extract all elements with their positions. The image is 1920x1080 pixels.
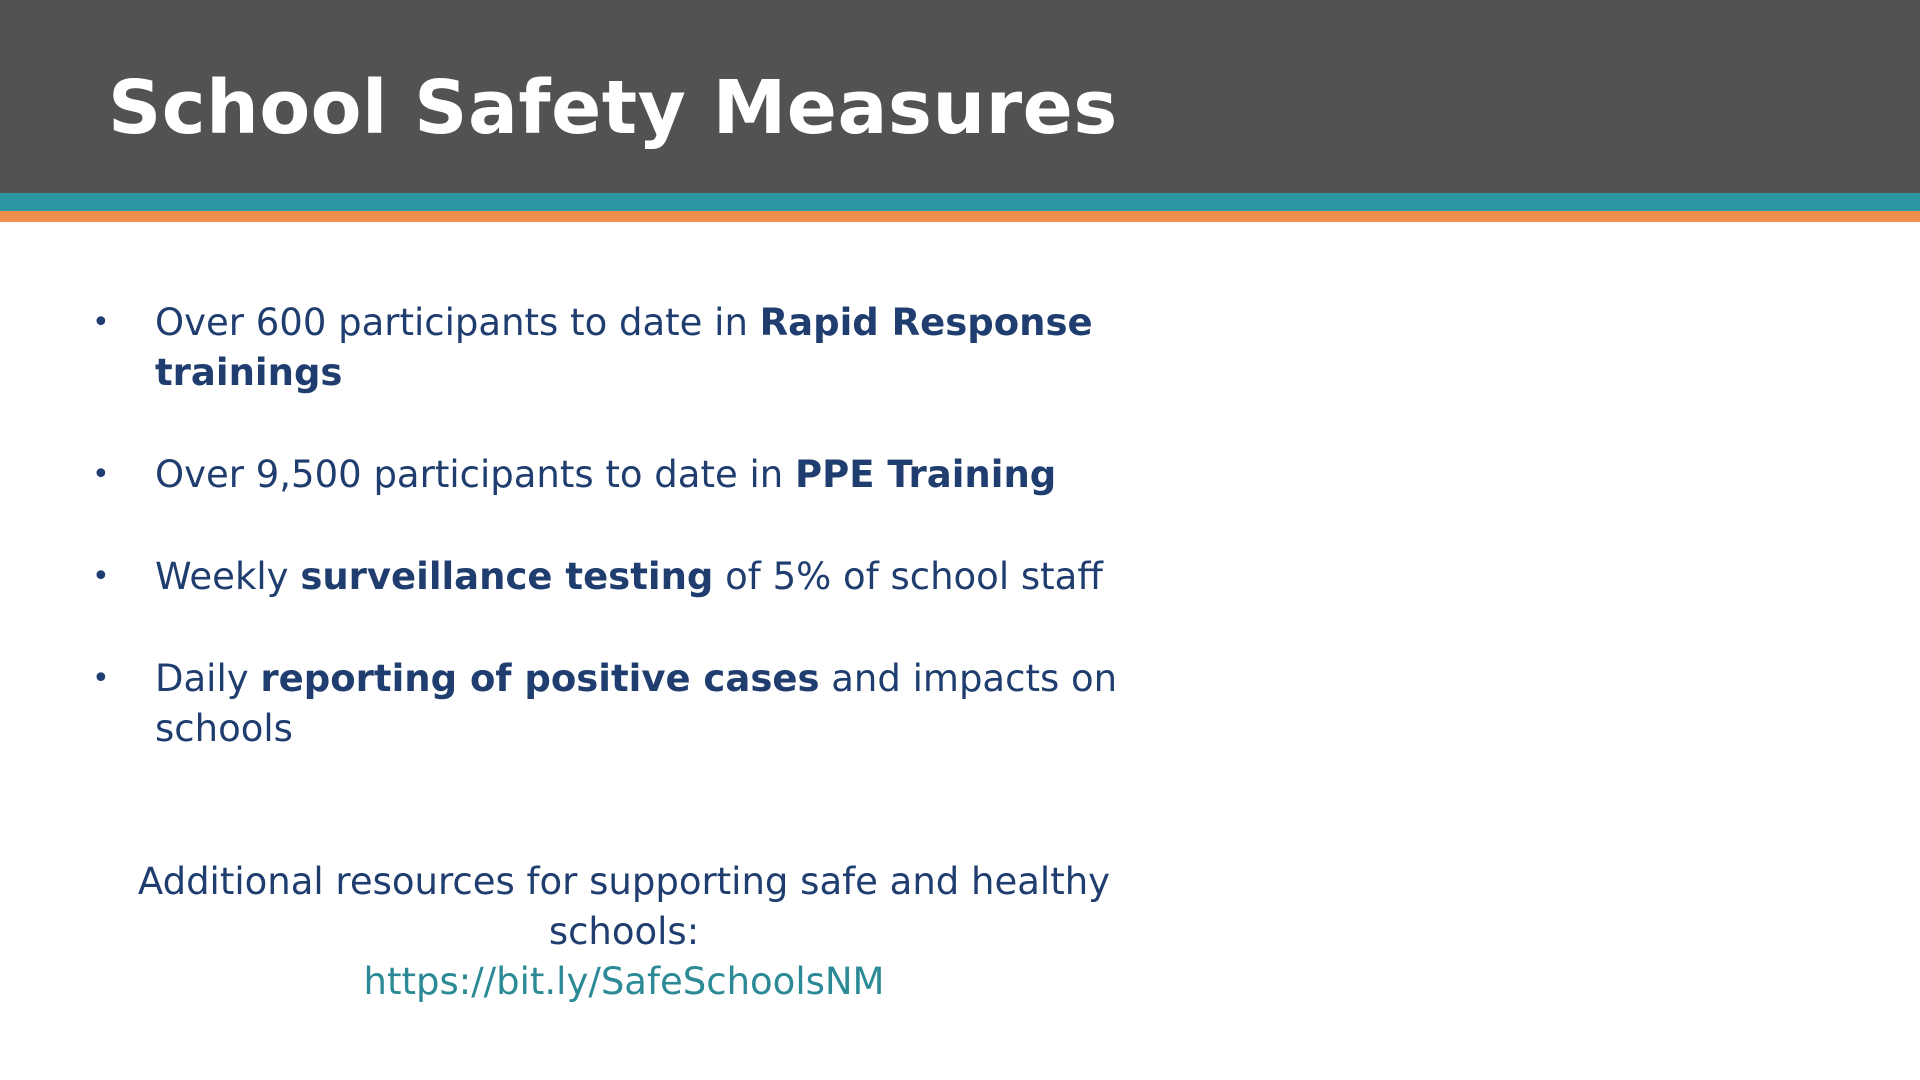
bullet-ppe-training — [92, 450, 1152, 500]
bullet-bold-text: surveillance testing — [300, 555, 714, 598]
bullet-dot-icon: • — [92, 661, 110, 696]
bullet-dot-icon: • — [92, 559, 110, 594]
slide-title: School Safety Measures — [108, 65, 1118, 151]
bullet-surveillance-testing — [92, 552, 1152, 602]
bullet-text: Over 9,500 participants to date in — [155, 453, 795, 496]
bullet-text: Over 600 participants to date in — [155, 301, 760, 344]
bullet-bold-text: PPE Training — [794, 453, 1057, 496]
bullet-text: of 5% of school staff — [713, 555, 1103, 598]
bullet-bold-text: reporting of positive cases — [260, 657, 820, 700]
bullet-bold-text: Rapid Response trainings — [155, 301, 1093, 394]
resources-text: Additional resources for supporting safe and healthy schools: — [137, 860, 1111, 953]
resources-block — [110, 857, 1138, 1007]
bullet-rapid-response — [92, 298, 1152, 398]
orange-stripe — [0, 211, 1920, 222]
bullet-text: and impacts on schools — [155, 657, 1118, 750]
bullet-dot-icon: • — [92, 305, 110, 340]
bullet-dot-icon: • — [92, 457, 110, 492]
teal-stripe — [0, 193, 1920, 211]
bullet-positive-cases — [92, 654, 1152, 754]
bullet-list — [92, 298, 1152, 806]
bullet-text: Daily — [155, 657, 261, 700]
bullet-text: Weekly — [155, 555, 301, 598]
resources-link[interactable]: https://bit.ly/SafeSchoolsNM — [363, 960, 885, 1003]
